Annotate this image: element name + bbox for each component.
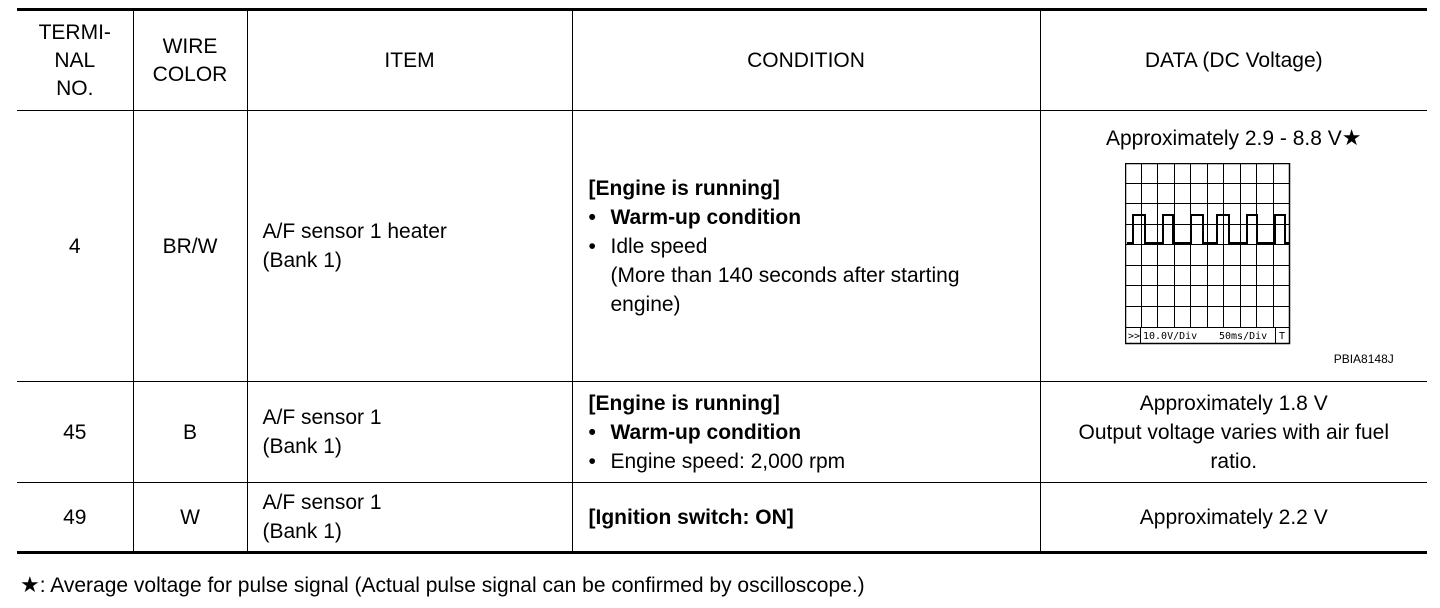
terminal-cell: 4 — [17, 111, 133, 382]
table-row — [17, 483, 1427, 553]
item-cell — [247, 111, 572, 382]
item-line: (Bank 1) — [262, 435, 342, 458]
condition-bullet: • Idle speed — [589, 232, 1040, 261]
condition-cell — [572, 382, 1040, 483]
wire-color-cell: W — [133, 483, 247, 553]
condition-cell — [572, 483, 1040, 553]
condition-bullet: • Engine speed: 2,000 rpm — [589, 447, 1040, 476]
item-line: (Bank 1) — [262, 520, 342, 543]
voltage-div-label: 10.0V/Div — [1142, 331, 1197, 342]
condition-note: (More than 140 seconds after starting engine) — [610, 263, 960, 316]
star-icon: ★ — [20, 572, 40, 597]
header-item: ITEM — [247, 10, 572, 111]
item-line: A/F sensor 1 heater — [262, 220, 447, 243]
condition-heading: [Engine is running] — [588, 176, 780, 200]
data-cell — [1040, 483, 1427, 553]
data-note: Output voltage varies with air fuel ratio. — [1078, 420, 1389, 473]
data-value: Approximately 1.8 V — [1139, 391, 1328, 415]
header-row — [17, 10, 1427, 111]
data-value: Approximately 2.2 V — [1139, 505, 1328, 529]
header-data: DATA (DC Voltage) — [1040, 10, 1427, 111]
condition-bullet: • Warm-up condition — [589, 418, 1040, 447]
figure-code: PBIA8148J — [1333, 352, 1394, 366]
condition-heading: [Engine is running] — [588, 391, 780, 415]
header-condition: CONDITION — [572, 10, 1040, 111]
item-line: A/F sensor 1 — [262, 491, 382, 514]
header-wire-color: WIRE COLOR — [133, 10, 247, 111]
right-marker: T — [1278, 331, 1285, 342]
data-value — [1041, 123, 1428, 153]
terminal-data-table — [17, 8, 1427, 554]
data-text: Approximately 2.9 - 8.8 V — [1105, 127, 1342, 150]
item-line: A/F sensor 1 — [262, 406, 382, 429]
item-cell — [247, 483, 572, 553]
oscilloscope-graph — [1125, 163, 1291, 345]
data-cell — [1040, 111, 1427, 382]
item-line: (Bank 1) — [262, 249, 342, 272]
wire-color-cell: BR/W — [133, 111, 247, 382]
item-cell — [247, 382, 572, 483]
condition-heading: [Ignition switch: ON] — [588, 505, 794, 529]
wire-color-cell: B — [133, 382, 247, 483]
condition-bullet: • Warm-up condition — [589, 203, 1040, 232]
data-cell — [1040, 382, 1427, 483]
header-terminal-no: TERMI- NAL NO. — [17, 10, 133, 111]
terminal-cell: 49 — [17, 483, 133, 553]
time-div-label: 50ms/Div — [1218, 331, 1267, 342]
footnote-text: : Average voltage for pulse signal (Actual pulse signal can be confirmed by oscilloscope.) — [39, 574, 865, 597]
table-row — [17, 111, 1427, 382]
oscilloscope-figure — [1044, 153, 1424, 378]
condition-cell — [572, 111, 1040, 382]
terminal-cell: 45 — [17, 382, 133, 483]
star-icon: ★ — [1341, 125, 1362, 150]
footnote — [20, 571, 865, 600]
left-marker: >> — [1127, 331, 1140, 342]
table-row — [17, 382, 1427, 483]
